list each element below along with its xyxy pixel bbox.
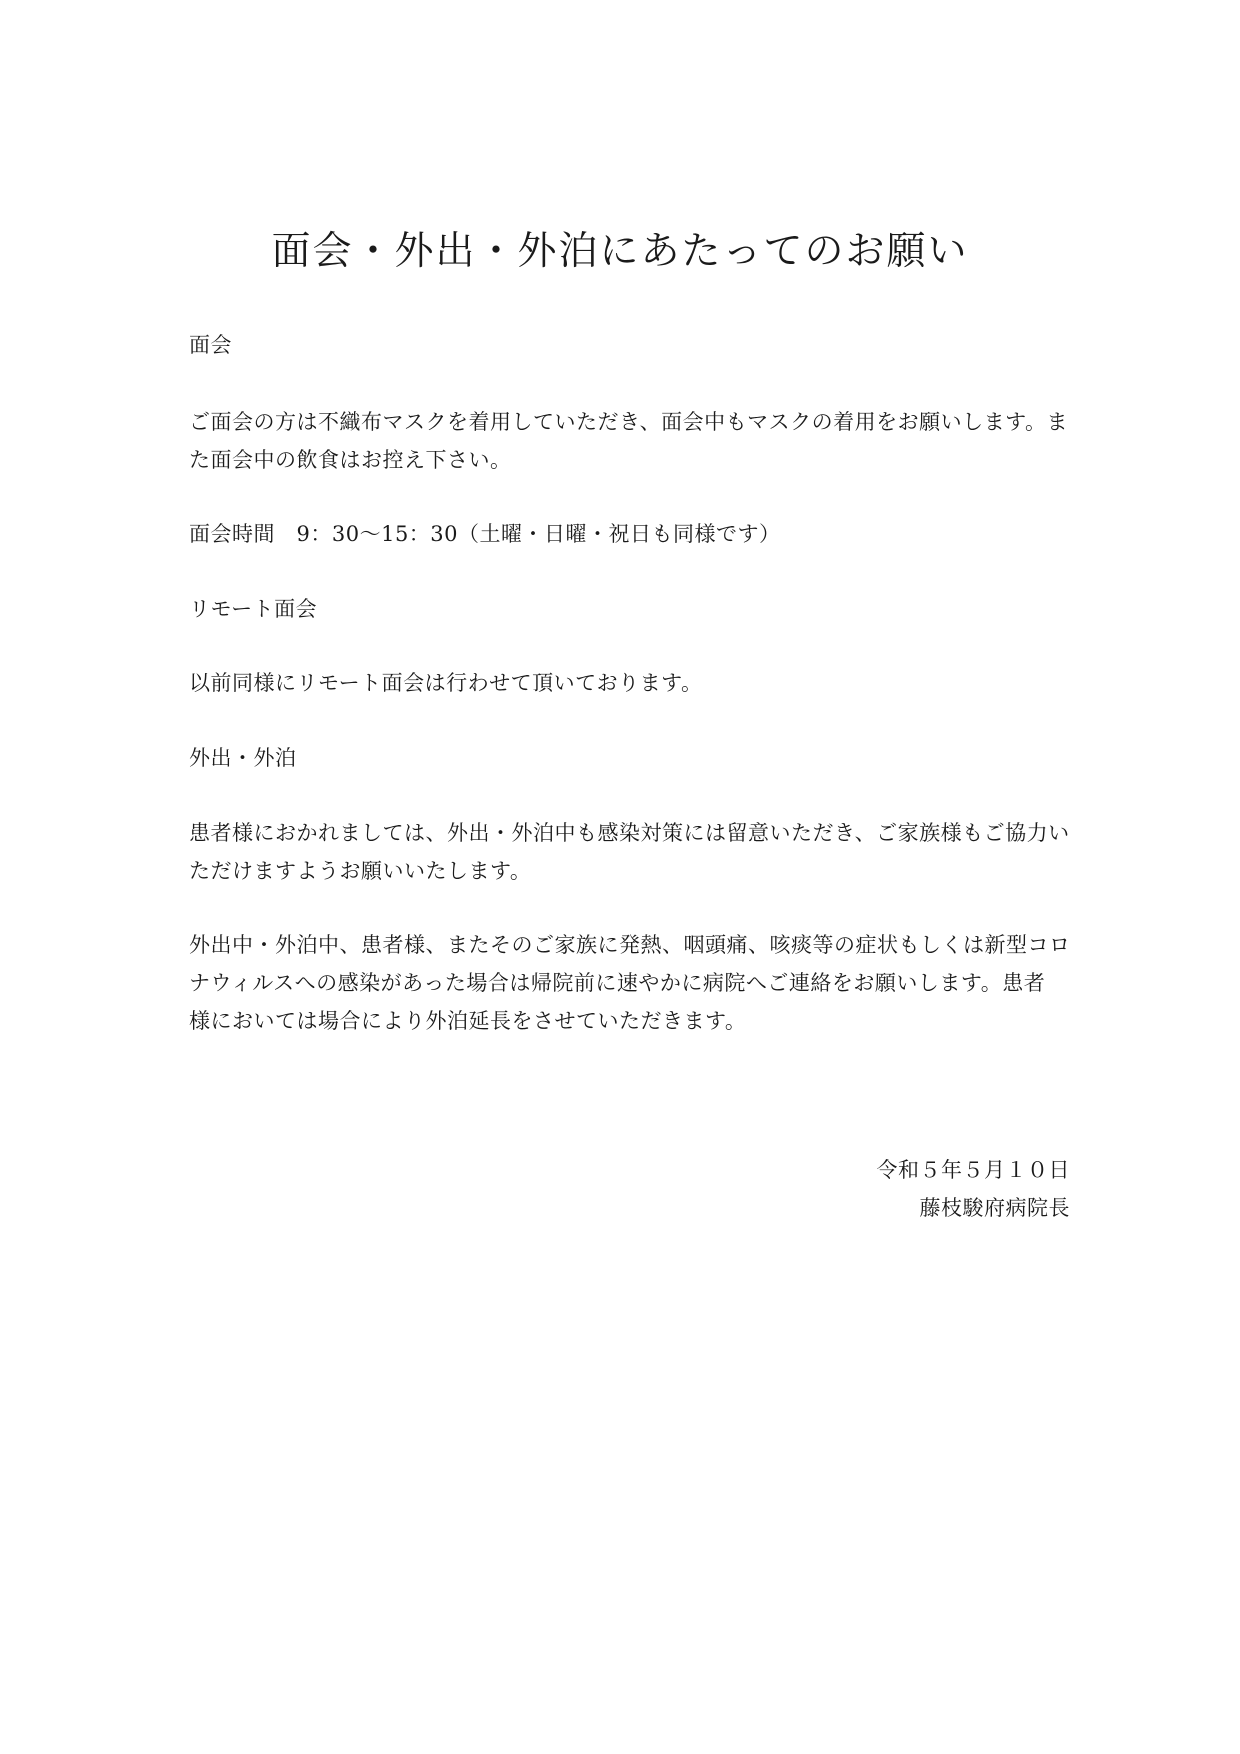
outing-paragraph-line-1: 患者様におかれましては、外出・外泊中も感染対策には留意いただき、ご家族様もご協力い: [189, 821, 1070, 845]
outing-notice-line-1: 外出中・外泊中、患者様、またそのご家族に発熱、咽頭痛、咳痰等の症状もしくは新型コロ: [189, 933, 1071, 957]
outing-notice-line-3: 様においては場合により外泊延長をさせていただきます。: [189, 1009, 747, 1033]
issue-date: 令和５年５月１０日: [876, 1158, 1070, 1182]
outing-paragraph-line-2: ただけますようお願いいたします。: [189, 859, 532, 883]
issuer-name: 藤枝駿府病院長: [919, 1196, 1070, 1220]
page-title: 面会・外出・外泊にあたってのお願い: [271, 229, 969, 274]
visit-hours: 面会時間 9：30〜15：30（土曜・日曜・祝日も同様です）: [189, 522, 781, 546]
remote-heading: リモート面会: [189, 597, 318, 621]
visit-heading: 面会: [189, 333, 232, 357]
visit-paragraph-line-2: た面会中の飲食はお控え下さい。: [189, 448, 512, 472]
remote-paragraph: 以前同様にリモート面会は行わせて頂いております。: [189, 671, 703, 695]
visit-paragraph-line-1: ご面会の方は不織布マスクを着用していただき、面会中もマスクの着用をお願いします。ま: [189, 410, 1068, 434]
outing-heading: 外出・外泊: [189, 746, 297, 770]
outing-notice-line-2: ナウィルスへの感染があった場合は帰院前に速やかに病院へご連絡をお願いします。患者: [189, 971, 1046, 995]
